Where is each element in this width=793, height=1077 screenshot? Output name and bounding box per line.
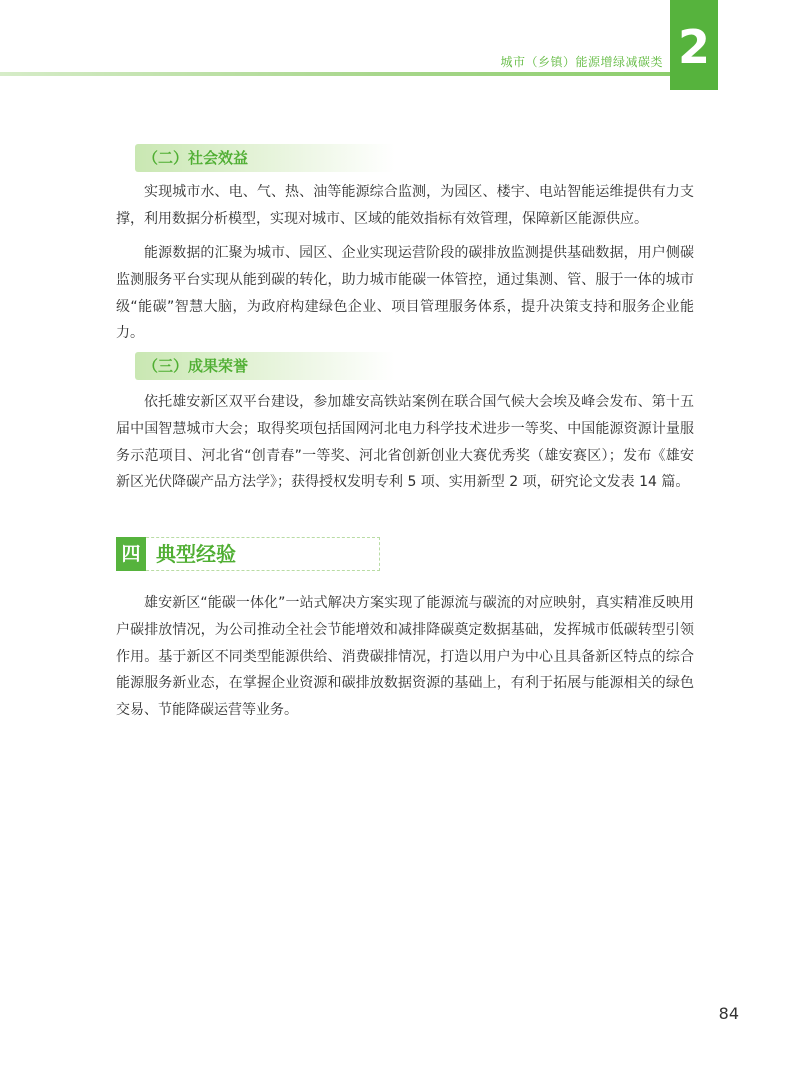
section-title: 典型经验 — [156, 542, 236, 566]
page-number: 84 — [718, 1004, 739, 1023]
chapter-number-tab: 2 — [670, 0, 718, 90]
paragraph-social-benefits-1: 实现城市水、电、气、热、油等能源综合监测，为园区、楼宇、电站智能运维提供有力支撑，利用数据分析模型，实现对城市、区域的能效指标有效管理，保障新区能源供应。 — [116, 184, 694, 227]
paragraph-achievements-1: 依托雄安新区双平台建设，参加雄安高铁站案例在联合国气候大会埃及峰会发布、第十五届中国智慧城市大会；取得奖项包括国网河北电力科学技术进步一等奖、中国能源资源计量服务示范项目、河北省“创青春”一等奖、河北省创新创业大赛优秀奖（雄安赛区）；发布《雄安新区光伏降碳产品方法学》；获得授权发明专利 5 项、实用新型 2 项，研究论文发表 14 篇。 — [116, 394, 694, 491]
subsection-heading-achievements: （三）成果荣誉 — [135, 352, 395, 380]
chapter-title: 城市（乡镇）能源增绿减碳类 — [500, 55, 663, 69]
section-number-badge: 四 — [116, 537, 146, 571]
subsection-heading-social-benefits: （二）社会效益 — [135, 144, 395, 172]
paragraph-typical-experience-1: 雄安新区“能碳一体化”一站式解决方案实现了能源流与碳流的对应映射，真实精准反映用户碳排放情况，为公司推动全社会节能增效和减排降碳奠定数据基础，发挥城市低碳转型引领作用。基于新区不同类型能源供给、消费碳排情况，打造以用户为中心且具备新区特点的综合能源服务新业态，在掌握企业资源和碳排放数据资源的基础上，有利于拓展与能源相关的绿色交易、节能降碳运营等业务。 — [116, 595, 694, 719]
header-rule — [0, 72, 672, 76]
paragraph-social-benefits-2: 能源数据的汇聚为城市、园区、企业实现运营阶段的碳排放监测提供基础数据，用户侧碳监测服务平台实现从能到碳的转化，助力城市能碳一体管控，通过集测、管、服于一体的城市级“能碳”智慧大脑，为政府构建绿色企业、项目管理服务体系，提升决策支持和服务企业能力。 — [116, 245, 694, 342]
